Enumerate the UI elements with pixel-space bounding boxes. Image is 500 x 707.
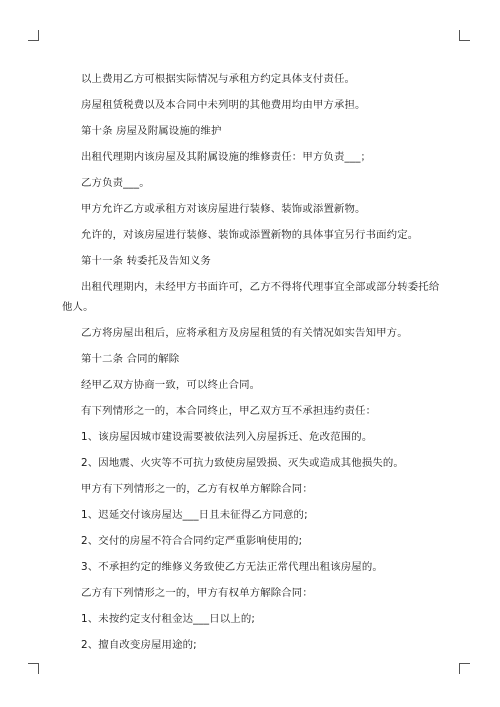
paragraph: 以上费用乙方可根据实际情况与承租方约定具体支付责任。 <box>81 73 356 85</box>
document-body <box>62 66 444 658</box>
paragraph: 甲方有下列情形之一的，乙方有权单方解除合同： <box>81 483 313 495</box>
paragraph: 乙方有下列情形之一的，甲方有权单方解除合同： <box>81 587 313 599</box>
crop-mark-bottom-left <box>28 663 39 674</box>
section-heading: 第十条 房屋及附属设施的维护 <box>81 125 222 137</box>
list-item: 2、因地震、火灾等不可抗力致使房屋毁损、灭失或造成其他损失的。 <box>81 457 404 469</box>
list-item: 1、该房屋因城市建设需要被依法列入房屋拆迁、危改范围的。 <box>81 431 373 443</box>
section-heading: 第十二条 合同的解除 <box>81 353 180 365</box>
paragraph: 房屋租赁税费以及本合同中未列明的其他费用均由甲方承担。 <box>81 99 366 111</box>
crop-mark-bottom-right <box>459 663 470 674</box>
paragraph: 出租代理期内该房屋及其附属设施的维修责任：甲方负责___； <box>81 151 372 163</box>
list-item: 2、擅自改变房屋用途的; <box>81 639 197 651</box>
paragraph: 乙方负责___。 <box>81 177 150 189</box>
paragraph: 经甲乙双方协商一致，可以终止合同。 <box>81 379 261 391</box>
list-item: 1、迟延交付该房屋达___日且未征得乙方同意的; <box>81 509 308 521</box>
paragraph: 出租代理期内，未经甲方书面许可，乙方不得将代理事宜全部或部分转委托给他人。 <box>62 281 440 313</box>
crop-mark-top-left <box>28 30 39 41</box>
paragraph: 甲方允许乙方或承租方对该房屋进行装修、装饰或添置新物。 <box>81 203 366 215</box>
list-item: 2、交付的房屋不符合合同约定严重影响使用的; <box>81 535 303 547</box>
paragraph: 乙方将房屋出租后，应将承租方及房屋租赁的有关情况如实告知甲方。 <box>81 327 408 339</box>
paragraph: 有下列情形之一的，本合同终止，甲乙双方互不承担违约责任： <box>81 405 377 417</box>
list-item: 1、未按约定支付租金达___日以上的; <box>81 613 256 625</box>
paragraph: 允许的，对该房屋进行装修、装饰或添置新物的具体事宜另行书面约定。 <box>81 229 419 241</box>
section-heading: 第十一条 转委托及告知义务 <box>81 255 211 267</box>
list-item: 3、不承担约定的维修义务致使乙方无法正常代理出租该房屋的。 <box>81 561 383 573</box>
crop-mark-top-right <box>459 30 470 41</box>
